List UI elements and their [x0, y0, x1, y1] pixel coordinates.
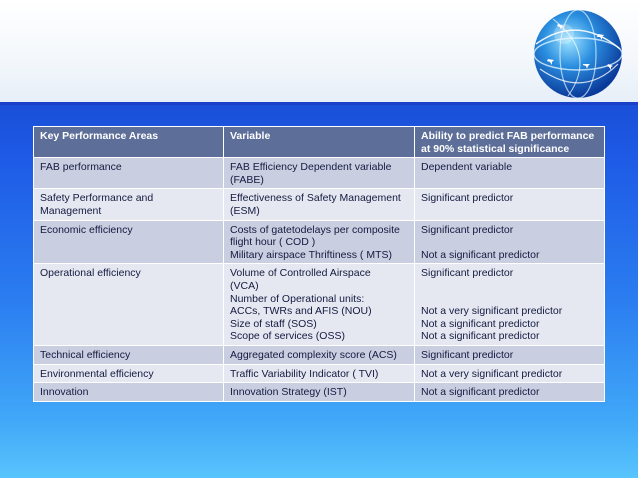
kpa-cell: Innovation: [34, 383, 224, 402]
variable-cell: [224, 345, 415, 364]
variable-line: FAB Efficiency Dependent variable (FABE): [230, 161, 392, 186]
ability-line: Not a significant predictor: [421, 248, 540, 261]
kpa-cell: Operational efficiency: [34, 264, 224, 346]
variable-cell: [224, 158, 415, 189]
variable-line: Number of Operational units:: [230, 292, 365, 305]
table-row: [34, 264, 605, 346]
ability-cell: [415, 364, 605, 383]
variable-line: Innovation Strategy (IST): [230, 386, 347, 399]
variable-line: Military airspace Thriftiness ( MTS): [230, 248, 393, 261]
ability-line: Dependent variable: [421, 161, 513, 174]
ability-line: [421, 280, 598, 293]
variable-line: Scope of services (OSS): [230, 330, 345, 343]
ability-line: Significant predictor: [421, 348, 514, 361]
column-header-ability: Ability to predict FAB performance at 90% statistical significance: [415, 127, 605, 158]
kpa-cell: Safety Performance and Management: [34, 189, 224, 220]
variable-line: ACCs, TWRs and AFIS (NOU): [230, 305, 372, 318]
table-row: [34, 220, 605, 264]
kpa-cell: Environmental efficiency: [34, 364, 224, 383]
column-header-kpa: Key Performance Areas: [34, 127, 224, 158]
ability-line: Not a significant predictor: [421, 330, 540, 343]
ability-line: [421, 293, 598, 306]
variable-cell: [224, 264, 415, 346]
variable-line: flight hour ( COD ): [230, 236, 316, 249]
table-row: [34, 364, 605, 383]
ability-cell: [415, 220, 605, 264]
table-header-row: [34, 127, 605, 158]
globe-with-airplanes-icon: [528, 4, 628, 104]
table-row: [34, 345, 605, 364]
variable-line: Aggregated complexity score (ACS): [230, 348, 397, 361]
kpa-cell: Technical efficiency: [34, 345, 224, 364]
ability-line: Not a very significant predictor: [421, 367, 563, 380]
variable-cell: [224, 383, 415, 402]
ability-line: Significant predictor: [421, 267, 514, 280]
ability-cell: [415, 189, 605, 220]
ability-line: [421, 236, 598, 249]
column-header-variable: Variable: [224, 127, 415, 158]
variable-line: Traffic Variability Indicator ( TVI): [230, 367, 379, 380]
ability-cell: [415, 345, 605, 364]
variable-line: Effectiveness of Safety Management (ESM): [230, 192, 401, 217]
table-row: [34, 189, 605, 220]
ability-cell: [415, 158, 605, 189]
table-row: [34, 383, 605, 402]
ability-line: Not a significant predictor: [421, 317, 540, 330]
variable-line: Size of staff (SOS): [230, 317, 317, 330]
variable-cell: [224, 364, 415, 383]
variable-line: Costs of gatetodelays per composite: [230, 223, 400, 236]
table-row: [34, 158, 605, 189]
kpa-cell: Economic efficiency: [34, 220, 224, 264]
ability-line: Not a significant predictor: [421, 386, 540, 399]
variable-line: (VCA): [230, 279, 259, 292]
variable-cell: [224, 189, 415, 220]
kpa-cell: FAB performance: [34, 158, 224, 189]
ability-cell: [415, 383, 605, 402]
variable-cell: [224, 220, 415, 264]
ability-line: Not a very significant predictor: [421, 305, 563, 318]
variable-line: Volume of Controlled Airspace: [230, 267, 371, 280]
ability-line: Significant predictor: [421, 223, 514, 236]
ability-cell: [415, 264, 605, 346]
ability-line: Significant predictor: [421, 192, 514, 205]
kpa-table: [33, 126, 605, 402]
